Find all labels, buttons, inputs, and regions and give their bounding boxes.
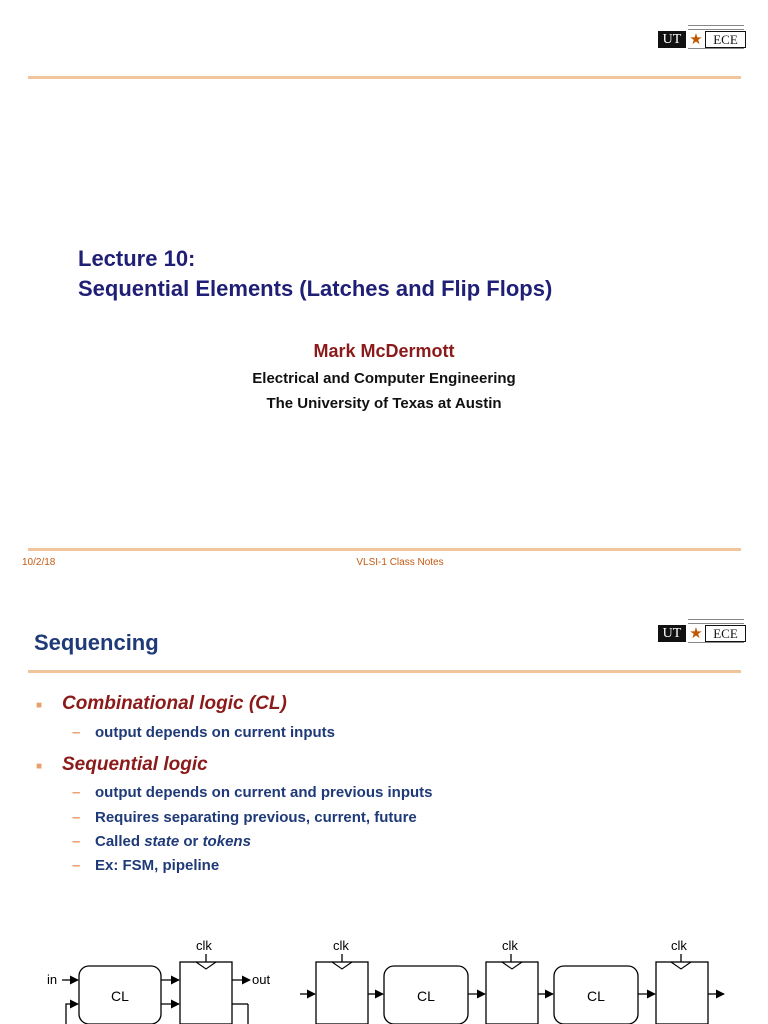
clk-label: clk (671, 938, 687, 953)
ut-ece-logo (658, 24, 746, 50)
cl-label: CL (587, 988, 605, 1004)
footer-date: 10/2/18 (22, 557, 56, 568)
footer-course: VLSI-1 Class Notes (356, 557, 444, 568)
header-rule (28, 76, 741, 79)
dash-icon: – (72, 833, 81, 850)
bullet-square-icon: ■ (36, 761, 43, 772)
clk-label: clk (333, 938, 349, 953)
register (180, 962, 232, 1024)
ut-ece-logo (658, 618, 746, 644)
bullet-sequential: Sequential logic (62, 754, 208, 775)
department: Electrical and Computer Engineering (252, 370, 516, 387)
called-prefix: Called (95, 833, 145, 850)
dash-icon: – (72, 857, 81, 874)
footer-rule (28, 548, 741, 551)
cl-label: CL (417, 988, 435, 1004)
sub-bullet-called (95, 833, 251, 850)
clk-label: clk (502, 938, 518, 953)
lecture-title (78, 244, 552, 304)
logo-line-top (688, 619, 744, 624)
tokens-word: tokens (202, 833, 251, 850)
register (486, 962, 538, 1024)
bullet-square-icon: ■ (36, 700, 43, 711)
author-name: Mark McDermott (313, 341, 455, 361)
in-label: in (47, 972, 58, 987)
bullet-combinational: Combinational logic (CL) (62, 693, 287, 714)
longhorn-icon: ★ (689, 31, 703, 48)
university: The University of Texas at Austin (266, 395, 502, 412)
sub-bullet: Requires separating previous, current, future (95, 809, 417, 826)
sequencing-diagram (0, 924, 768, 1024)
lecture-topic: Sequential Elements (Latches and Flip Flops) (78, 276, 553, 301)
clk-label: clk (196, 938, 212, 953)
dash-icon: – (72, 784, 81, 801)
sub-bullet: Ex: FSM, pipeline (95, 857, 220, 874)
logo-ece: ECE (705, 31, 746, 48)
logo-line-top (688, 25, 744, 30)
register (656, 962, 708, 1024)
sub-bullet: output depends on current inputs (95, 724, 335, 741)
register (316, 962, 368, 1024)
dash-icon: – (72, 809, 81, 826)
out-label: out (252, 972, 271, 987)
state-word: state (144, 833, 180, 850)
sub-bullet: output depends on current and previous inputs (95, 784, 433, 801)
longhorn-icon: ★ (689, 625, 703, 642)
or-word: or (179, 833, 203, 850)
lecture-number: Lecture 10: (78, 246, 196, 271)
logo-line-bottom (688, 642, 744, 644)
header-rule (28, 670, 741, 673)
dash-icon: – (72, 724, 81, 741)
logo-ut: UT (658, 31, 686, 48)
logo-ece: ECE (705, 625, 746, 642)
sequencing-slide (0, 584, 768, 1024)
cl-label: CL (111, 988, 129, 1004)
logo-line-bottom (688, 48, 744, 50)
feedback-wire (66, 1004, 78, 1024)
slide-title: Sequencing (34, 630, 159, 655)
logo-ut: UT (658, 625, 686, 642)
